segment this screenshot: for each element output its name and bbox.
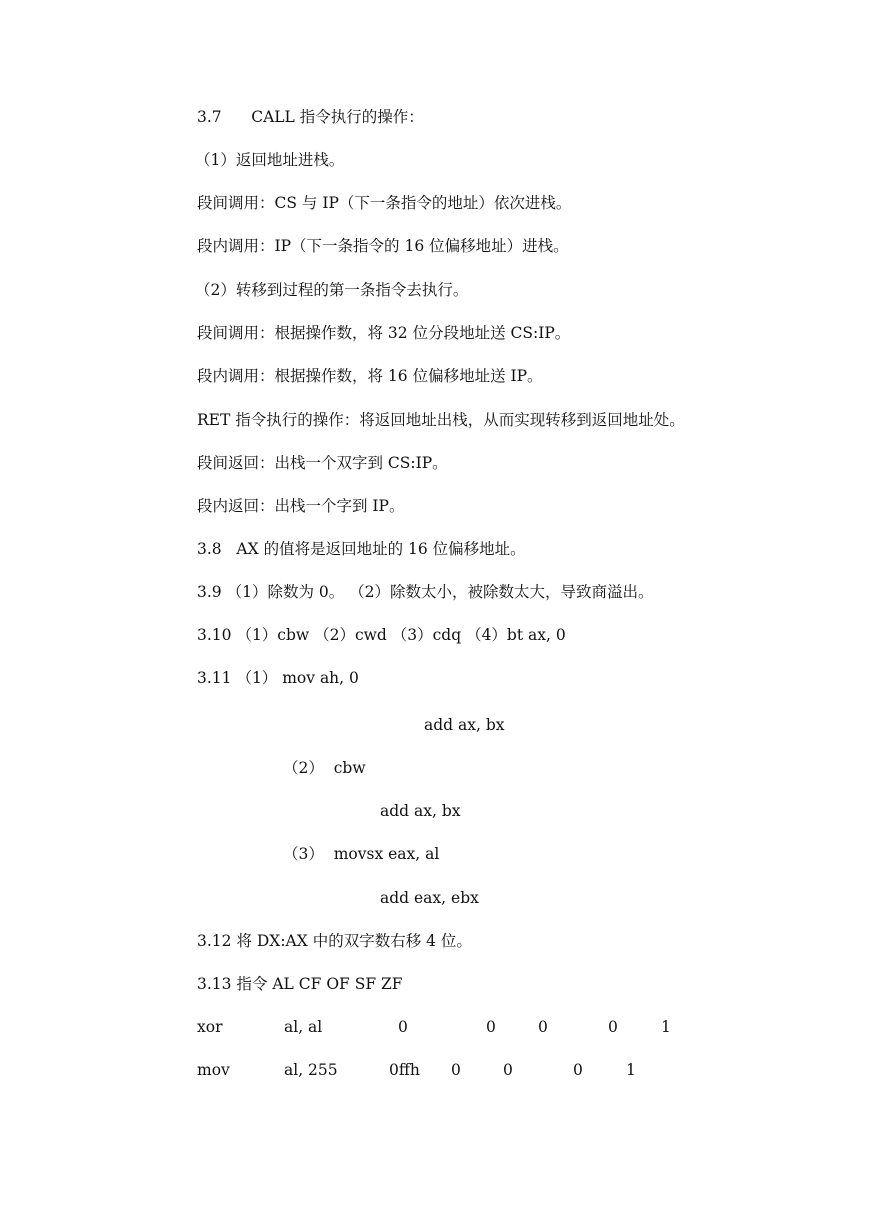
zf-cell: 1: [626, 1061, 636, 1079]
al-cell: 0: [398, 1018, 408, 1036]
op-cell: xor: [197, 1018, 223, 1036]
code-line: （3） movsx eax, al: [283, 845, 440, 863]
op-cell: mov: [197, 1061, 230, 1079]
code-line: add eax, ebx: [380, 889, 479, 907]
text-line: 段间调用：根据操作数，将 32 位分段地址送 CS:IP。: [197, 324, 571, 342]
text-line: 段间调用：CS 与 IP（下一条指令的地址）依次进栈。: [197, 194, 572, 212]
section-3-7-heading: 3.7 CALL 指令执行的操作：: [197, 108, 424, 126]
sf-cell: 0: [573, 1061, 583, 1079]
code-line: （2） cbw: [283, 759, 366, 777]
section-3-10: 3.10 （1）cbw （2）cwd （3）cdq （4）bt ax, 0: [197, 626, 566, 644]
of-cell: 0: [503, 1061, 513, 1079]
text-line: 段内调用：IP（下一条指令的 16 位偏移地址）进栈。: [197, 237, 569, 255]
cf-cell: 0: [486, 1018, 496, 1036]
cf-cell: 0: [451, 1061, 461, 1079]
of-cell: 0: [538, 1018, 548, 1036]
sf-cell: 0: [608, 1018, 618, 1036]
operands-cell: al, al: [284, 1018, 323, 1036]
code-line: add ax, bx: [380, 802, 461, 820]
item-1-heading: （1）返回地址进栈。: [195, 151, 345, 169]
zf-cell: 1: [661, 1018, 671, 1036]
text-line: 段内返回：出栈一个字到 IP。: [197, 497, 405, 515]
section-3-9: 3.9 （1）除数为 0。 （2）除数太小，被除数太大，导致商溢出。: [197, 583, 654, 601]
text-line: 段内调用：根据操作数，将 16 位偏移地址送 IP。: [197, 367, 543, 385]
item-2-heading: （2）转移到过程的第一条指令去执行。: [195, 281, 469, 299]
section-3-12: 3.12 将 DX:AX 中的双字数右移 4 位。: [197, 932, 472, 950]
text-line: 段间返回：出栈一个双字到 CS:IP。: [197, 454, 448, 472]
operands-cell: al, 255: [284, 1061, 338, 1079]
section-3-13-header: 3.13 指令 AL CF OF SF ZF: [197, 975, 403, 993]
code-line: add ax, bx: [424, 716, 505, 734]
section-3-8: 3.8 AX 的值将是返回地址的 16 位偏移地址。: [197, 540, 526, 558]
al-cell: 0ffh: [389, 1061, 420, 1079]
section-3-11: 3.11 （1） mov ah, 0: [197, 669, 359, 687]
ret-description: RET 指令执行的操作：将返回地址出栈，从而实现转移到返回地址处。: [197, 411, 685, 429]
